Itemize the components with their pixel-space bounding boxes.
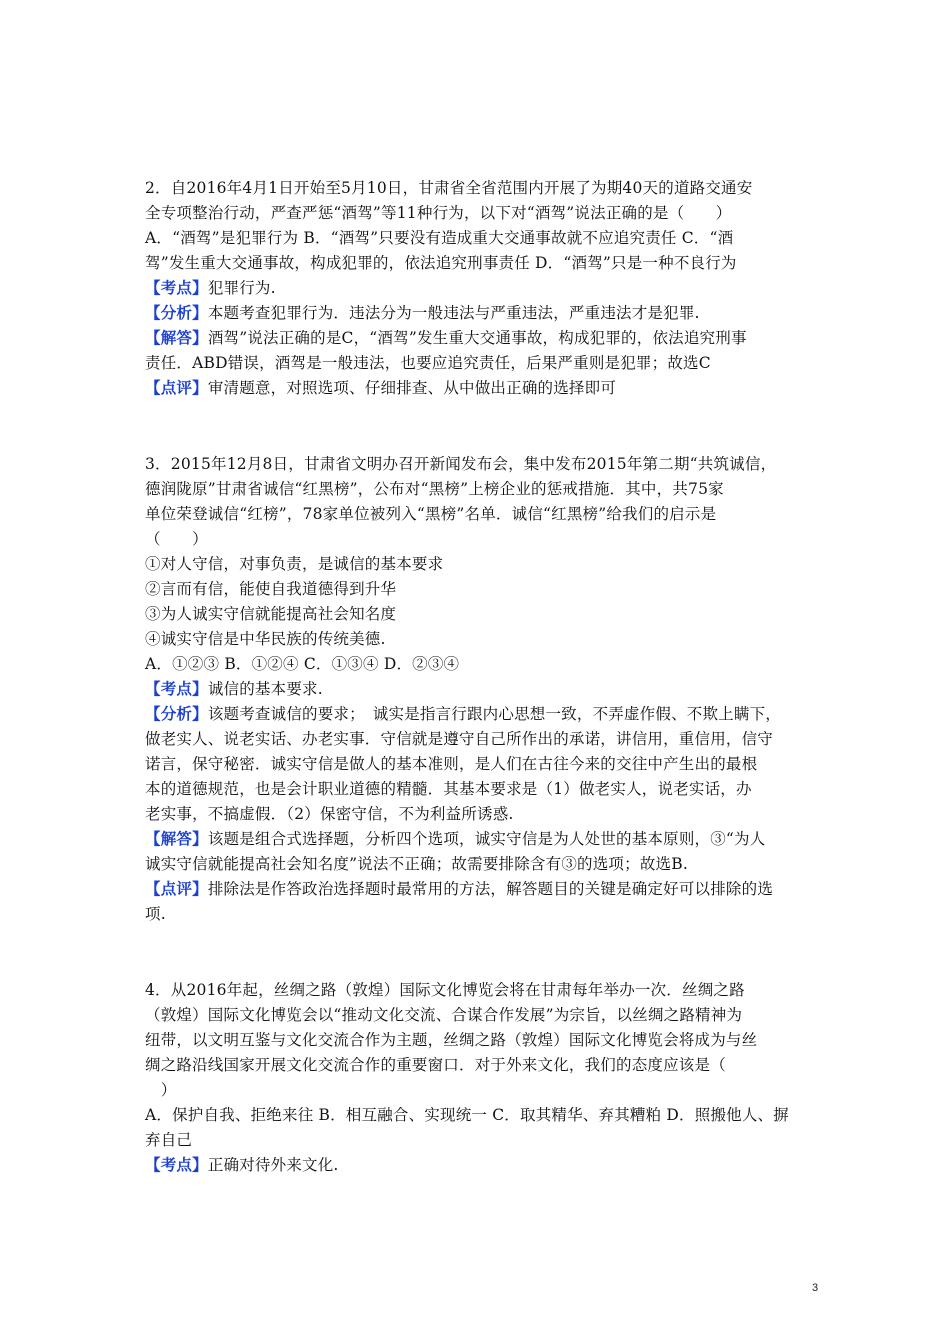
q2-jieda-line-2: 责任．ABD错误，酒驾是一般违法，也要应追究责任，后果严重则是犯罪；故选C <box>145 354 711 372</box>
kaodian-tag: 【考点】 <box>145 278 208 297</box>
q2-line-1: 2．自2016年4月1日开始至5月10日，甘肃省全省范围内开展了为期40天的道路交通安 <box>145 179 753 197</box>
q4-kaodian <box>145 1153 339 1177</box>
q4-line-4: 绸之路沿线国家开展文化交流合作的重要窗口．对于外来文化，我们的态度应该是（ <box>145 1056 726 1074</box>
kaodian-tag: 【考点】 <box>145 679 208 698</box>
kaodian-text: 正确对待外来文化. <box>207 1156 339 1174</box>
q3-jieda <box>145 827 765 851</box>
dianping-text: 审清题意，对照选项、仔细排查、从中做出正确的选择即可 <box>207 379 617 397</box>
q3-line-1: 3．2015年12月8日，甘肃省文明办召开新闻发布会，集中发布2015年第二期“共筑诚信， <box>145 455 777 473</box>
q3-statement-2: ②言而有信，能使自我道德得到升华 <box>145 580 397 598</box>
fenxi-text: 本题考查犯罪行为．违法分为一般违法与严重违法，严重违法才是犯罪. <box>207 304 700 322</box>
q3-statement-3: ③为人诚实守信就能提高社会知名度 <box>145 605 397 623</box>
dianping-tag: 【点评】 <box>145 378 208 397</box>
q3-options: A．①②③ B．①②④ C．①③④ D．②③④ <box>145 655 460 673</box>
dianping-tag: 【点评】 <box>145 879 208 898</box>
jieda-text: 该题是组合式选择题，分析四个选项，诚实守信是为人处世的基本原则，③“为人 <box>207 830 766 848</box>
jieda-tag: 【解答】 <box>145 328 208 347</box>
q2-option-line-2: 驾”发生重大交通事故，构成犯罪的，依法追究刑事责任 D．“酒驾”只是一种不良行为 <box>145 254 737 272</box>
kaodian-text: 犯罪行为. <box>207 279 276 297</box>
kaodian-text: 诚信的基本要求. <box>207 680 323 698</box>
q3-dianping <box>145 877 773 901</box>
q2-line-2: 全专项整治行动，严查严惩“酒驾”等11种行为，以下对“酒驾”说法正确的是（ ） <box>145 204 732 222</box>
q2-kaodian <box>145 276 276 300</box>
q3-dianping-line-2: 项. <box>145 905 166 923</box>
jieda-text: 酒驾”说法正确的是C，“酒驾”发生重大交通事故，构成犯罪的，依法追究刑事 <box>207 329 747 347</box>
jieda-tag: 【解答】 <box>145 829 208 848</box>
q3-jieda-line-2: 诚实守信就能提高社会知名度”说法不正确；故需要排除含有③的选项；故选B. <box>145 855 688 873</box>
q3-fenxi-line-5: 老实事，不搞虚假．（2）保密守信，不为利益所诱惑. <box>145 805 514 823</box>
q3-fenxi <box>145 702 781 726</box>
q3-fenxi-line-2: 做老实人、说老实话、办老实事．守信就是遵守自己所作出的承诺，讲信用，重信用，信守 <box>145 730 774 748</box>
q2-dianping <box>145 376 616 400</box>
q2-fenxi <box>145 301 700 325</box>
q3-fenxi-line-3: 诺言，保守秘密．诚实守信是做人的基本准则，是人们在古往今来的交往中产生出的最根 <box>145 755 758 773</box>
q4-option-line-2: 弃自己 <box>145 1131 193 1149</box>
q3-statement-4: ④诚实守信是中华民族的传统美德. <box>145 630 386 648</box>
q3-fenxi-line-4: 本的道德规范，也是会计职业道德的精髓．其基本要求是（1）做老实人，说老实话，办 <box>145 780 752 798</box>
page-number: 3 <box>812 1282 819 1294</box>
q4-line-2: （敦煌）国际文化博览会以“推动文化交流、合谋合作发展”为宗旨，以丝绸之路精神为 <box>145 1006 743 1024</box>
kaodian-tag: 【考点】 <box>145 1155 208 1174</box>
q4-option-line-1: A．保护自我、拒绝来往 B．相互融合、实现统一 C．取其精华、弃其糟粕 D．照搬他人、摒 <box>145 1106 789 1124</box>
fenxi-tag: 【分析】 <box>145 303 208 322</box>
q3-line-4: （ ） <box>145 530 208 548</box>
q4-line-5: ） <box>145 1081 177 1099</box>
dianping-text: 排除法是作答政治选择题时最常用的方法，解答题目的关键是确定好可以排除的选 <box>207 880 774 898</box>
q3-line-3: 单位荣登诚信“红榜”，78家单位被列入“黑榜”名单．诚信“红黑榜”给我们的启示是 <box>145 505 717 523</box>
q3-line-2: 德润陇原”甘肃省诚信“红黑榜”，公布对“黑榜”上榜企业的惩戒措施．其中，共75家 <box>145 480 724 498</box>
fenxi-tag: 【分析】 <box>145 704 208 723</box>
fenxi-text: 该题考查诚信的要求； 诚实是指言行跟内心思想一致，不弄虚作假、不欺上瞒下， <box>207 705 781 723</box>
q3-statement-1: ①对人守信，对事负责，是诚信的基本要求 <box>145 555 444 573</box>
q4-line-3: 纽带，以文明互鉴与文化交流合作为主题，丝绸之路（敦煌）国际文化博览会将成为与丝 <box>145 1031 758 1049</box>
q2-jieda <box>145 326 747 350</box>
q4-line-1: 4．从2016年起，丝绸之路（敦煌）国际文化博览会将在甘肃每年举办一次．丝绸之路 <box>145 981 745 999</box>
q2-option-line-1: A．“酒驾”是犯罪行为 B．“酒驾”只要没有造成重大交通事故就不应追究责任 C．“酒 <box>145 229 734 247</box>
q3-kaodian <box>145 677 323 701</box>
